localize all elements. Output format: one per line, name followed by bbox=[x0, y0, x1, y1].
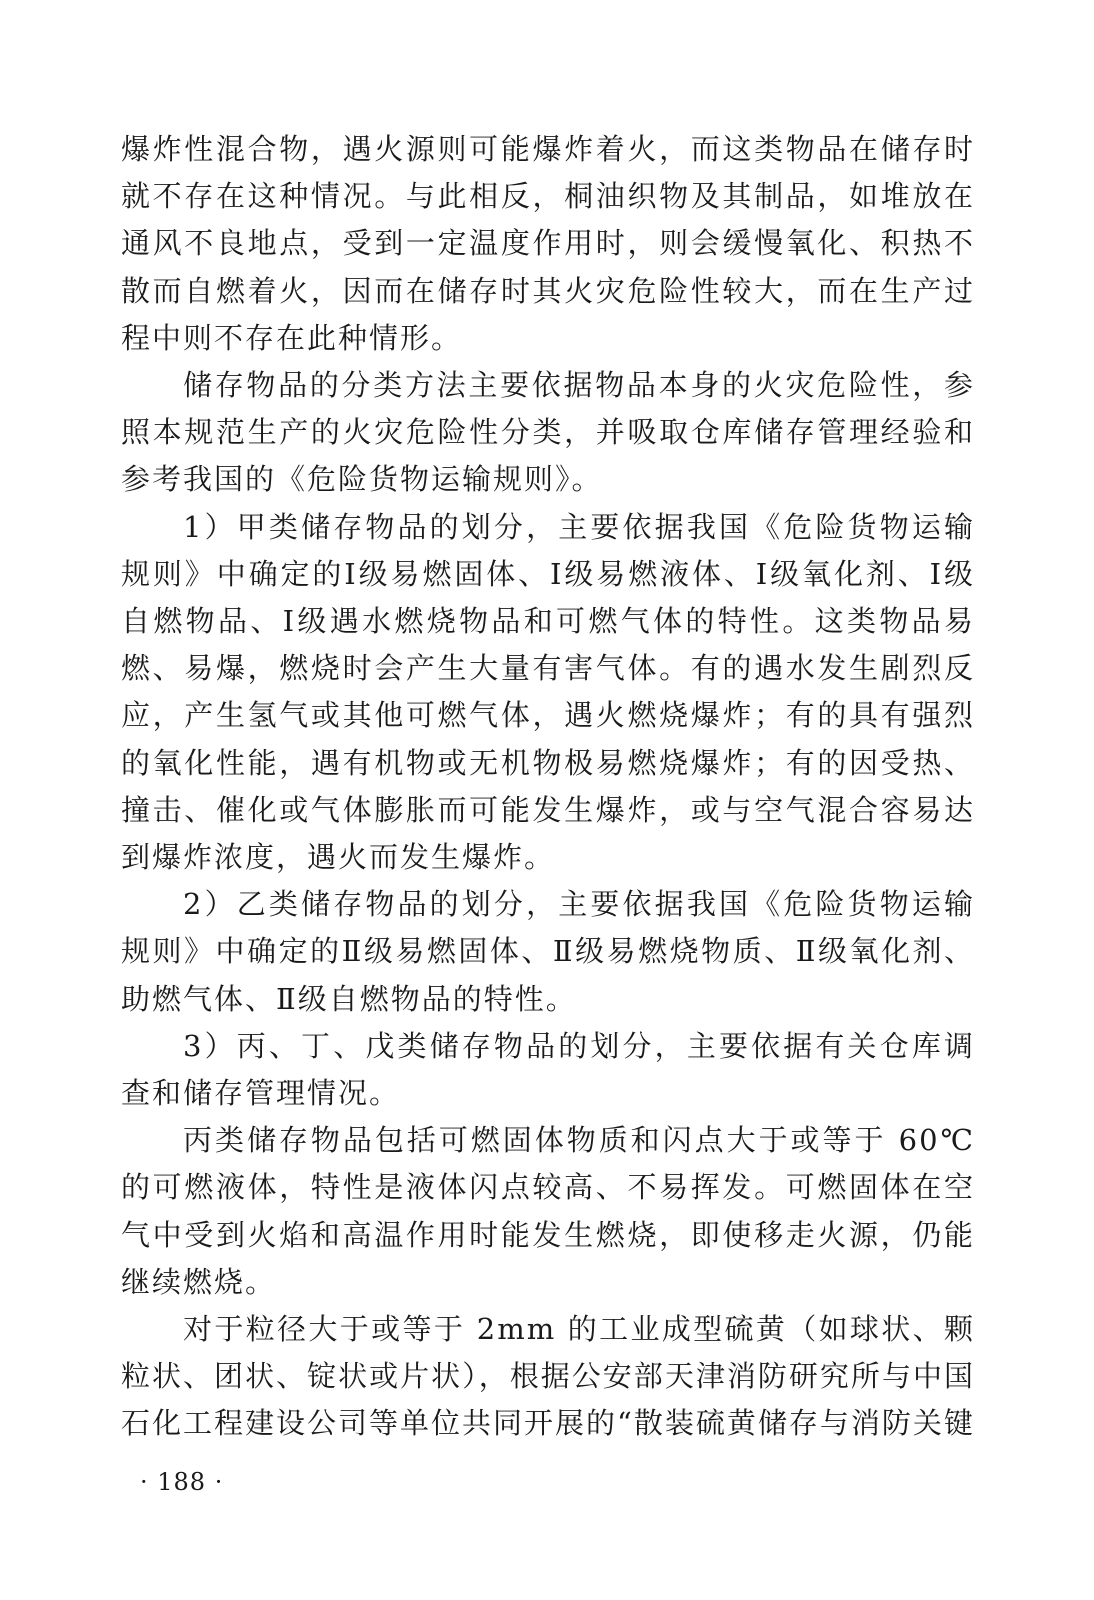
paragraph-class-cde: 3）丙、丁、戊类储存物品的划分，主要依据有关仓库调查和储存管理情况。 bbox=[121, 1028, 975, 1111]
paragraph-sulfur: 对于粒径大于或等于 2mm 的工业成型硫黄（如球状、颗粒状、团状、锭状或片状），根据公安部天津消防研究所与中国石化工程建设公司等单位共同开展的“散装硫黄储存与消防关键 bbox=[121, 1312, 975, 1441]
page-number: · 188 · bbox=[140, 1468, 224, 1496]
paragraph-class-b: 2）乙类储存物品的划分，主要依据我国《危险货物运输规则》中确定的Ⅱ级易燃固体、Ⅱ级易燃烧物质、Ⅱ级氧化剂、助燃气体、Ⅱ级自燃物品的特性。 bbox=[121, 887, 975, 1016]
paragraph-class-a: 1）甲类储存物品的划分，主要依据我国《危险货物运输规则》中确定的Ⅰ级易燃固体、Ⅰ级易燃液体、Ⅰ级氧化剂、Ⅰ级自燃物品、Ⅰ级遇水燃烧物品和可燃气体的特性。这类物品易燃、易爆，燃烧时会产生大量有害气体。有的遇水发生剧烈反应，产生氢气或其他可燃气体，遇火燃烧爆炸；有的具有强烈的氧化性能，遇有机物或无机物极易燃烧爆炸；有的因受热、撞击、催化或气体膨胀而可能发生爆炸，或与空气混合容易达到爆炸浓度，遇火而发生爆炸。 bbox=[121, 509, 975, 875]
body-text bbox=[121, 126, 975, 1448]
paragraph-classification-method: 储存物品的分类方法主要依据物品本身的火灾危险性，参照本规范生产的火灾危险性分类，并吸取仓库储存管理经验和参考我国的《危险货物运输规则》。 bbox=[121, 368, 975, 497]
paragraph-class-c-items: 丙类储存物品包括可燃固体物质和闪点大于或等于 60℃的可燃液体，特性是液体闪点较高、不易挥发。可燃固体在空气中受到火焰和高温作用时能发生燃烧，即使移走火源，仍能继续燃烧。 bbox=[121, 1123, 975, 1299]
paragraph-continuation: 爆炸性混合物，遇火源则可能爆炸着火，而这类物品在储存时就不存在这种情况。与此相反，桐油织物及其制品，如堆放在通风不良地点，受到一定温度作用时，则会缓慢氧化、积热不散而自燃着火，因而在储存时其火灾危险性较大，而在生产过程中则不存在此种情形。 bbox=[121, 132, 975, 355]
